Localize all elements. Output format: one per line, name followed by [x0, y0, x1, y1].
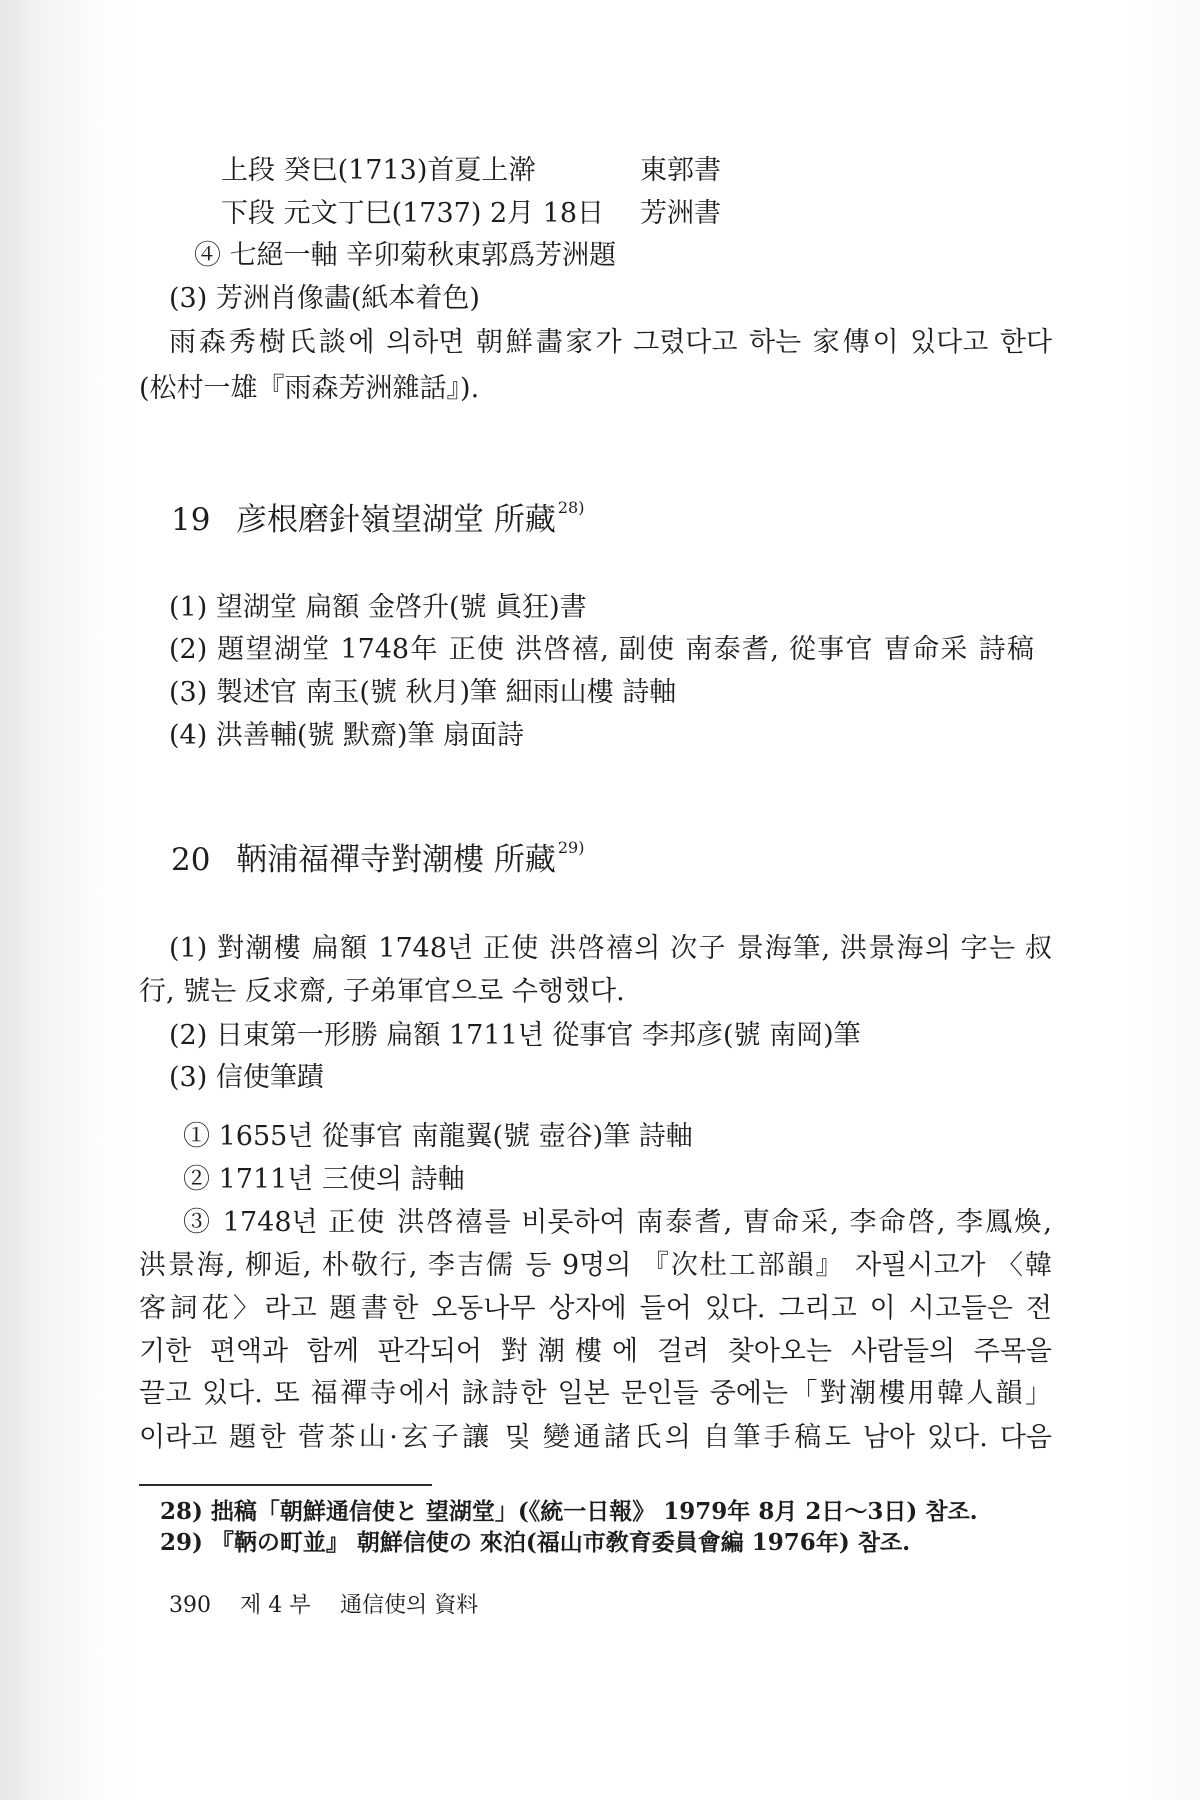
section-title: 彦根磨針嶺望湖堂 所藏 — [236, 502, 556, 538]
section-number: 20 — [171, 842, 211, 878]
list-item: (3) 信使筆蹟 — [169, 1062, 324, 1093]
paragraph-line: 끌고 있다. 또 福禪寺에서 詠詩한 일본 문인들 중에는「對潮樓用韓人韻」 — [139, 1378, 1052, 1409]
section-title: 鞆浦福禪寺對潮樓 所藏 — [236, 842, 556, 878]
list-item: (1) 望湖堂 扁額 金啓升(號 眞狂)書 — [169, 592, 587, 623]
list-item: (1) 對潮樓 扁額 1748년 正使 洪啓禧의 次子 景海筆, 洪景海의 字는 叔 — [169, 933, 1052, 964]
section-title-wrap — [236, 498, 585, 538]
sub-list-item: ① 1655년 從事官 南龍翼(號 壺谷)筆 詩軸 — [183, 1121, 693, 1152]
list-item: (2) 日東第一形勝 扁額 1711년 從事官 李邦彦(號 南岡)筆 — [169, 1020, 861, 1051]
paragraph-line: 기한 편액과 함께 판각되어 對潮樓에 걸려 찾아오는 사람들의 주목을 — [139, 1336, 1052, 1367]
paragraph-line: 洪景海, 柳逅, 朴敬行, 李吉儒 등 9명의 『次杜工部韻』 자필시고가 〈韓 — [139, 1250, 1052, 1281]
running-footer-title: 通信使의 資料 — [340, 1593, 479, 1618]
paragraph-line: 行, 號는 反求齋, 子弟軍官으로 수행했다. — [139, 976, 625, 1007]
footnote-ref: 29) — [557, 838, 585, 857]
list-item: (3) 製述官 南玉(號 秋月)筆 細雨山樓 詩軸 — [169, 677, 677, 708]
section-title-wrap — [236, 838, 585, 878]
paragraph-line: 이라고 題한 菅茶山·玄子讓 및 變通諸氏의 自筆手稿도 남아 있다. 다음 — [139, 1422, 1052, 1453]
paragraph-line: (松村一雄『雨森芳洲雜話』). — [139, 373, 480, 404]
footnote: 29) 『鞆の町並』 朝鮮信使の 來泊(福山市敎育委員會編 1976年) 참조. — [160, 1529, 911, 1556]
footnote: 28) 拙稿「朝鮮通信使と 望湖堂」(《統一日報》 1979年 8月 2日～3日) 참조. — [160, 1498, 978, 1525]
paragraph-line: 客詞花〉라고 題書한 오동나무 상자에 들어 있다. 그리고 이 시고들은 전 — [139, 1293, 1052, 1324]
list-item: (2) 題望湖堂 1748年 正使 洪啓禧, 副使 南泰耆, 從事官 曺命采 詩稿 — [169, 634, 1034, 665]
footnote-ref: 28) — [557, 498, 585, 517]
list-item-4: ④ 七絕一軸 辛卯菊秋東郭爲芳洲題 — [194, 240, 617, 271]
inscription-lower-line: 下段 元文丁巳(1737) 2月 18日 — [221, 198, 605, 229]
running-footer-part: 제 4 부 — [240, 1593, 311, 1618]
page-number: 390 — [169, 1593, 211, 1618]
inscription-upper-line: 上段 癸巳(1713)首夏上澣 — [221, 155, 536, 186]
paragraph-line: 雨森秀樹氏談에 의하면 朝鮮畵家가 그렸다고 하는 家傳이 있다고 한다 — [169, 327, 1052, 358]
inscription-lower-signature: 芳洲書 — [640, 198, 721, 229]
footnote-rule — [139, 1484, 432, 1486]
section-number: 19 — [171, 502, 211, 538]
sub-list-item: ③ 1748년 正使 洪啓禧를 비롯하여 南泰耆, 曺命采, 李命啓, 李鳳煥, — [183, 1207, 1052, 1238]
portrait-item-heading: (3) 芳洲肖像畵(紙本着色) — [169, 283, 480, 314]
inscription-upper-signature: 東郭書 — [640, 155, 721, 186]
list-item: (4) 洪善輔(號 默齋)筆 扇面詩 — [169, 720, 525, 751]
sub-list-item: ② 1711년 三使의 詩軸 — [183, 1164, 465, 1195]
